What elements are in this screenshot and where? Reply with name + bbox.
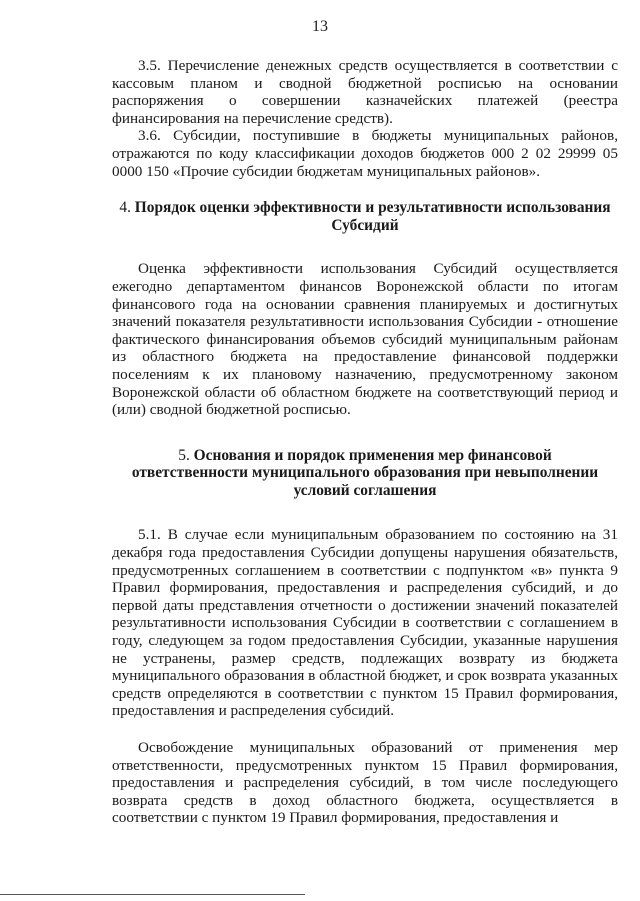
paragraph-4: Оценка эффективности использования Субсидий осуществляется ежегодно департаментом финансов Воронежской области по итогам финансового года на основании сравнения планируемых и достигнутых значений показателя результативности использования Субсидии - отношение фактического финансирования объемов субсидий муниципальным районам из областного бюджета на предоставление финансовой поддержки поселениям к их плановому назначению, предусмотренному законом Воронежской области об областном бюджете на соответствующий период и (или) сводной бюджетной росписью.	[112, 260, 618, 419]
section-4-title: Порядок оценки эффективности и результативности использования Субсидий	[134, 199, 611, 234]
paragraph-3-6: 3.6. Субсидии, поступившие в бюджеты муниципальных районов, отражаются по коду классификации доходов бюджетов 000 2 02 29999 05 0000 150 «Прочие субсидии бюджетам муниципальных районов».	[112, 127, 618, 180]
section-5-title: Основания и порядок применения мер финансовой ответственности муниципального образования при невыполнении условий соглашения	[131, 446, 599, 499]
section-4-number: 4.	[119, 199, 135, 217]
paragraph-3-5: 3.5. Перечисление денежных средств осуществляется в соответствии с кассовым планом и сводной бюджетной росписью на основании распоряжения о совершении казначейских платежей (реестра финансирования на перечисление средств).	[112, 57, 618, 127]
section-5-heading	[112, 447, 618, 500]
section-5-number: 5.	[178, 446, 194, 464]
page-number: 13	[312, 18, 328, 35]
paragraph-5-1: 5.1. В случае если муниципальным образованием по состоянию на 31 декабря года предоставления Субсидии допущены нарушения обязательств, предусмотренных соглашением в соответствии с подпунктом «в» пункта 9 Правил формирования, предоставления и распределения субсидий, и до первой даты представления отчетности о достижении значений показателей результативности использования Субсидии в соответствии с соглашением в году, следующем за годом предоставления Субсидии, указанные нарушения не устранены, размер средств, подлежащих возврату из бюджета муниципального образования в областной бюджет, и срок возврата указанных средств определяются в соответствии с пунктом 15 Правил формирования, предоставления и распределения субсидий.	[112, 526, 618, 720]
document-body	[112, 57, 618, 827]
footer-divider	[0, 894, 305, 895]
paragraph-5-2: Освобождение муниципальных образований от применения мер ответственности, предусмотренных пунктом 15 Правил формирования, предоставления и распределения субсидий, в том числе последующего возврата средств в доход областного бюджета, осуществляется в соответствии с пунктом 19 Правил формирования, предоставления и	[112, 739, 618, 827]
section-4-heading	[112, 199, 618, 234]
